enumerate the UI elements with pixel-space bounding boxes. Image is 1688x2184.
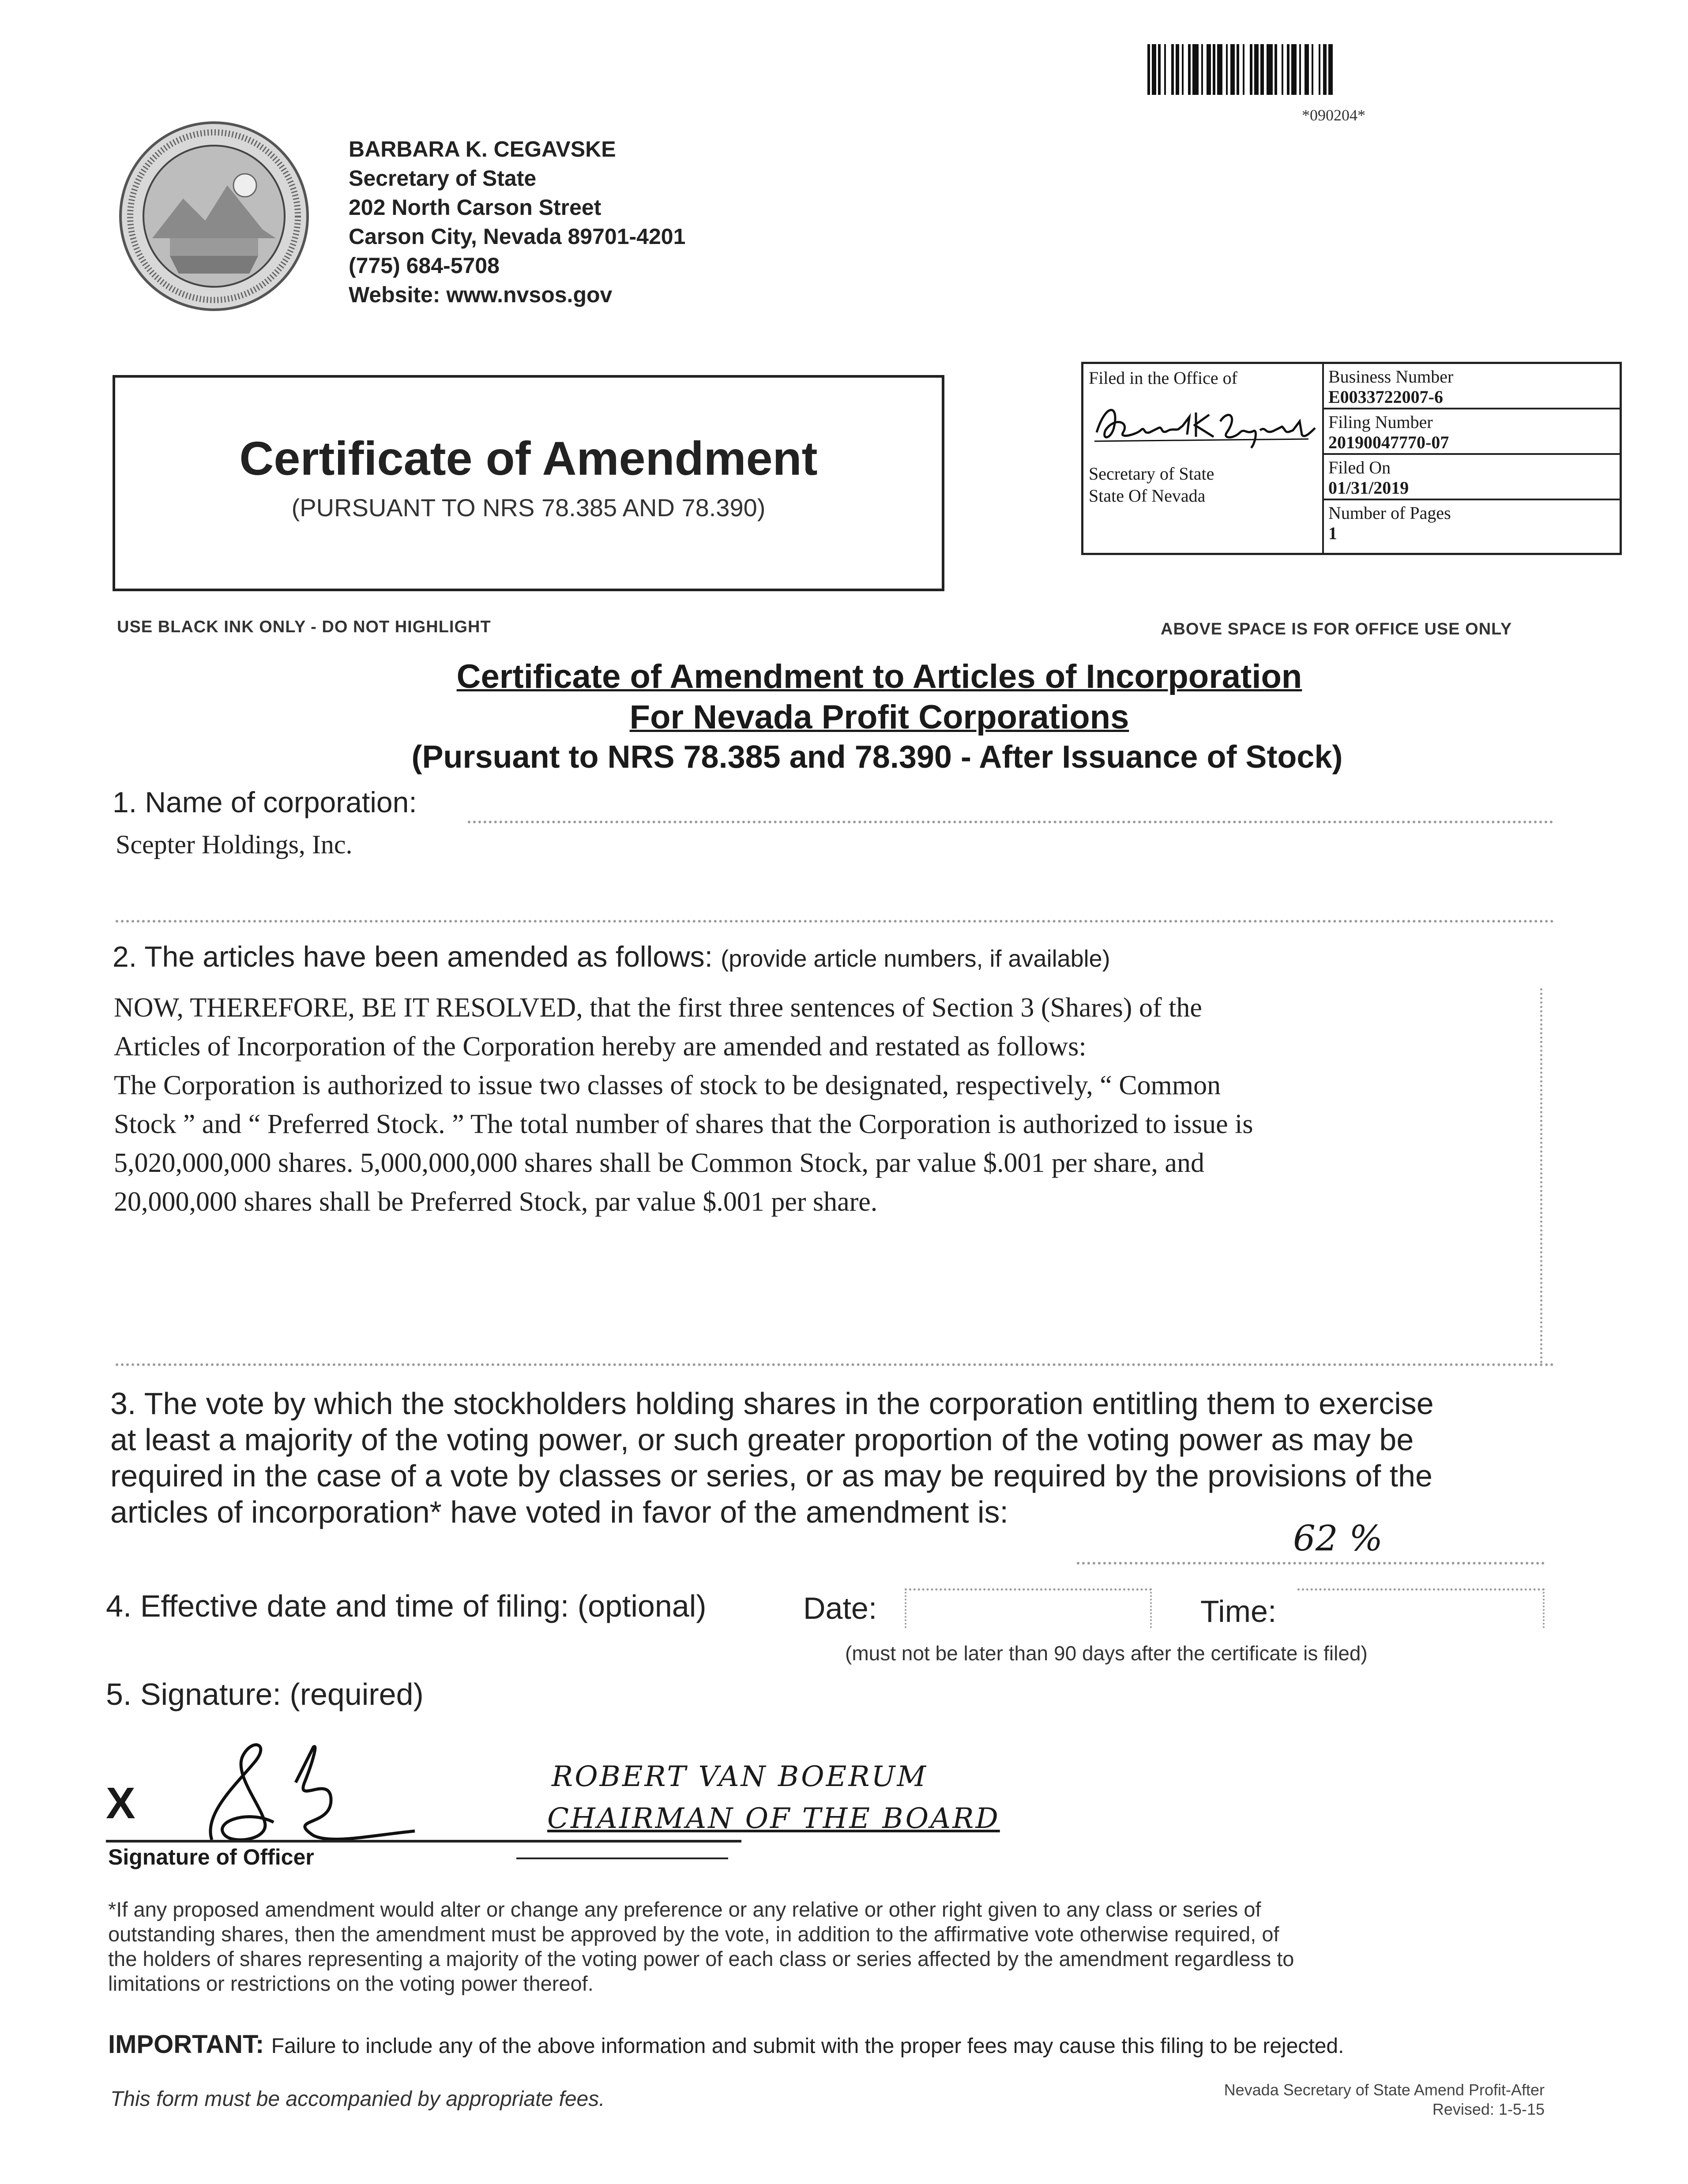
barcode-number: *090204* xyxy=(1302,106,1365,124)
barcode-bar xyxy=(1207,44,1211,95)
footnote-line: *If any proposed amendment would alter or change any preference or any relative or other right given to any class or series of xyxy=(108,1898,1261,1921)
item4-label: 4. Effective date and time of filing: (optional) xyxy=(106,1589,707,1623)
barcode-bar xyxy=(1239,44,1243,95)
item5-label: 5. Signature: (required) xyxy=(106,1677,424,1711)
item1-label: 1. Name of corporation: xyxy=(113,786,417,818)
barcode-bar xyxy=(1244,44,1250,95)
officer-printed-name: ROBERT VAN BOERUM xyxy=(552,1760,928,1793)
vote-dotted-line xyxy=(1077,1562,1545,1565)
barcode-bar xyxy=(1328,44,1333,95)
amendment-text-area[interactable] xyxy=(114,988,1253,1221)
certificate-subtitle: (PURSUANT TO NRS 78.385 AND 78.390) xyxy=(291,494,766,522)
amendment-line: The Corporation is authorized to issue two classes of stock to be designated, respectively, “ Common xyxy=(114,1070,1221,1100)
street-address: 202 North Carson Street xyxy=(349,195,602,220)
time-input[interactable] xyxy=(1297,1588,1545,1628)
item3-line: articles of incorporation* have voted in favor of the amendment is: xyxy=(110,1495,1008,1529)
filing-stamp-table xyxy=(1081,362,1622,555)
barcode-bar xyxy=(1333,44,1335,95)
barcode-bar xyxy=(1230,44,1235,95)
certificate-title: Certificate of Amendment xyxy=(239,432,818,485)
item2-hint: (provide article numbers, if available) xyxy=(721,946,1110,972)
ink-notice: USE BLACK INK ONLY - DO NOT HIGHLIGHT xyxy=(117,618,491,636)
time-label: Time: xyxy=(1200,1594,1277,1629)
footnote-line: outstanding shares, then the amendment must be approved by the vote, in addition to the affirmative vote otherwise required, of xyxy=(108,1922,1279,1946)
barcode-bar xyxy=(1166,44,1171,95)
phone-number: (775) 684-5708 xyxy=(349,253,500,278)
barcode-bar xyxy=(1301,44,1305,95)
form-revised-date: Revised: 1-5-15 xyxy=(1432,2100,1545,2118)
filed-label: Filed in the Office of xyxy=(1089,368,1237,388)
secretary-of-state-address xyxy=(349,135,685,309)
barcode-bar xyxy=(1313,44,1319,95)
pages-cell xyxy=(1324,500,1620,546)
form-heading-line1 xyxy=(0,657,1688,696)
form-name: Nevada Secretary of State Amend Profit-After xyxy=(1224,2081,1545,2099)
office-use-notice: ABOVE SPACE IS FOR OFFICE USE ONLY xyxy=(1161,620,1512,638)
item2-dotted-bottom xyxy=(116,1363,1554,1366)
item2-label-row xyxy=(113,940,1110,973)
barcode-bar xyxy=(1267,44,1273,95)
fees-note: This form must be accompanied by appropriate fees. xyxy=(110,2087,605,2111)
item1-dotted-line-2 xyxy=(116,920,1554,923)
amendment-line: 20,000,000 shares shall be Preferred Stock, par value $.001 per share. xyxy=(114,1187,878,1217)
secretary-name: BARBARA K. CEGAVSKE xyxy=(349,137,616,161)
barcode-bar xyxy=(1203,44,1207,95)
item1-dotted-line xyxy=(468,821,1553,823)
barcode-bar xyxy=(1323,44,1327,95)
barcode-bar xyxy=(1291,44,1297,95)
date-limit-note: (must not be later than 90 days after the certificate is filed) xyxy=(845,1642,1368,1665)
form-heading-line2-text: For Nevada Profit Corporations xyxy=(629,698,1129,736)
amendment-line: Articles of Incorporation of the Corporation hereby are amended and restated as follows: xyxy=(114,1032,1086,1062)
barcode-bar xyxy=(1305,44,1309,95)
item3-statement xyxy=(110,1385,1434,1530)
business-number-cell xyxy=(1324,364,1620,409)
barcode-bar xyxy=(1283,44,1287,95)
item2-dotted-border xyxy=(1540,988,1542,1363)
amendment-line: 5,020,000,000 shares. 5,000,000,000 shares shall be Common Stock, par value $.001 per share, and xyxy=(114,1148,1204,1178)
footnote-line: the holders of shares representing a majority of the voting power of each class or series affected by the amendment regardless to xyxy=(108,1947,1294,1970)
filed-on-value: 01/31/2019 xyxy=(1328,478,1409,498)
nevada-state-seal-icon xyxy=(117,119,311,313)
secretary-label: Secretary of State xyxy=(1089,464,1214,484)
date-label: Date: xyxy=(803,1591,877,1625)
signature-line-tail xyxy=(516,1858,728,1859)
barcode-bar xyxy=(1176,44,1179,95)
form-heading-line3: (Pursuant to NRS 78.385 and 78.390 - After Issuance of Stock) xyxy=(411,739,1343,775)
filing-number-cell xyxy=(1324,409,1620,455)
filed-on-cell xyxy=(1324,455,1620,500)
important-text: Failure to include any of the above information and submit with the proper fees may cause this filing to be rejected. xyxy=(271,2034,1344,2058)
state-label: State Of Nevada xyxy=(1089,486,1206,506)
filed-office-cell xyxy=(1083,364,1324,553)
item2-label: 2. The articles have been amended as follows: xyxy=(113,940,713,973)
website: Website: www.nvsos.gov xyxy=(349,282,613,307)
signature-x-mark: X xyxy=(106,1779,135,1828)
business-number-value: E0033722007-6 xyxy=(1328,387,1443,407)
important-notice xyxy=(108,2030,1344,2059)
form-heading-line2 xyxy=(0,698,1688,736)
form-heading-line1-text: Certificate of Amendment to Articles of Incorporation xyxy=(456,658,1302,695)
barcode-bar xyxy=(1277,44,1282,95)
signature-of-officer-label: Signature of Officer xyxy=(108,1845,314,1869)
item3-line: required in the case of a vote by classes or series, or as may be required by the provisions of the xyxy=(110,1459,1432,1493)
vote-percentage-value[interactable]: 62 % xyxy=(1293,1518,1383,1559)
barcode-bar xyxy=(1184,44,1188,95)
footnote xyxy=(108,1897,1294,1996)
pages-label: Number of Pages xyxy=(1328,503,1451,523)
barcode-bar xyxy=(1260,44,1264,95)
secretary-signature-graphic xyxy=(1088,390,1320,457)
filed-on-label: Filed On xyxy=(1328,458,1391,477)
barcode xyxy=(1147,44,1549,95)
filing-number-label: Filing Number xyxy=(1328,412,1433,432)
footnote-line: limitations or restrictions on the voting power thereof. xyxy=(108,1972,594,1995)
business-number-label: Business Number xyxy=(1328,367,1454,387)
date-input[interactable] xyxy=(905,1588,1152,1628)
officer-printed-title: CHAIRMAN OF THE BOARD xyxy=(547,1802,1000,1835)
important-label: IMPORTANT: xyxy=(108,2030,264,2059)
barcode-bar xyxy=(1222,44,1226,95)
pages-value: 1 xyxy=(1328,523,1337,543)
amendment-line: Stock ” and “ Preferred Stock. ” The total number of shares that the Corporation is authorized to issue is xyxy=(114,1109,1253,1139)
item3-line: at least a majority of the voting power, or such greater proportion of the voting power as may be xyxy=(110,1422,1414,1457)
corporation-name-value[interactable]: Scepter Holdings, Inc. xyxy=(116,830,353,859)
form-footer-info xyxy=(1147,2080,1545,2119)
barcode-bar xyxy=(1192,44,1199,95)
amendment-line: NOW, THEREFORE, BE IT RESOLVED, that the first three sentences of Section 3 (Shares) of the xyxy=(114,993,1202,1023)
filing-number-value: 20190047770-07 xyxy=(1328,432,1449,452)
filing-details-cells xyxy=(1324,364,1620,553)
barcode-bar xyxy=(1217,44,1222,95)
item3-line: 3. The vote by which the stockholders holding shares in the corporation entitling them to exercise xyxy=(110,1386,1434,1421)
barcode-bar xyxy=(1152,44,1156,95)
city-state-zip: Carson City, Nevada 89701-4201 xyxy=(349,224,686,249)
signature-line[interactable] xyxy=(106,1840,741,1843)
certificate-title-box xyxy=(113,375,944,591)
secretary-title: Secretary of State xyxy=(349,166,537,191)
barcode-bar xyxy=(1161,44,1164,95)
barcode-bar xyxy=(1254,44,1259,95)
